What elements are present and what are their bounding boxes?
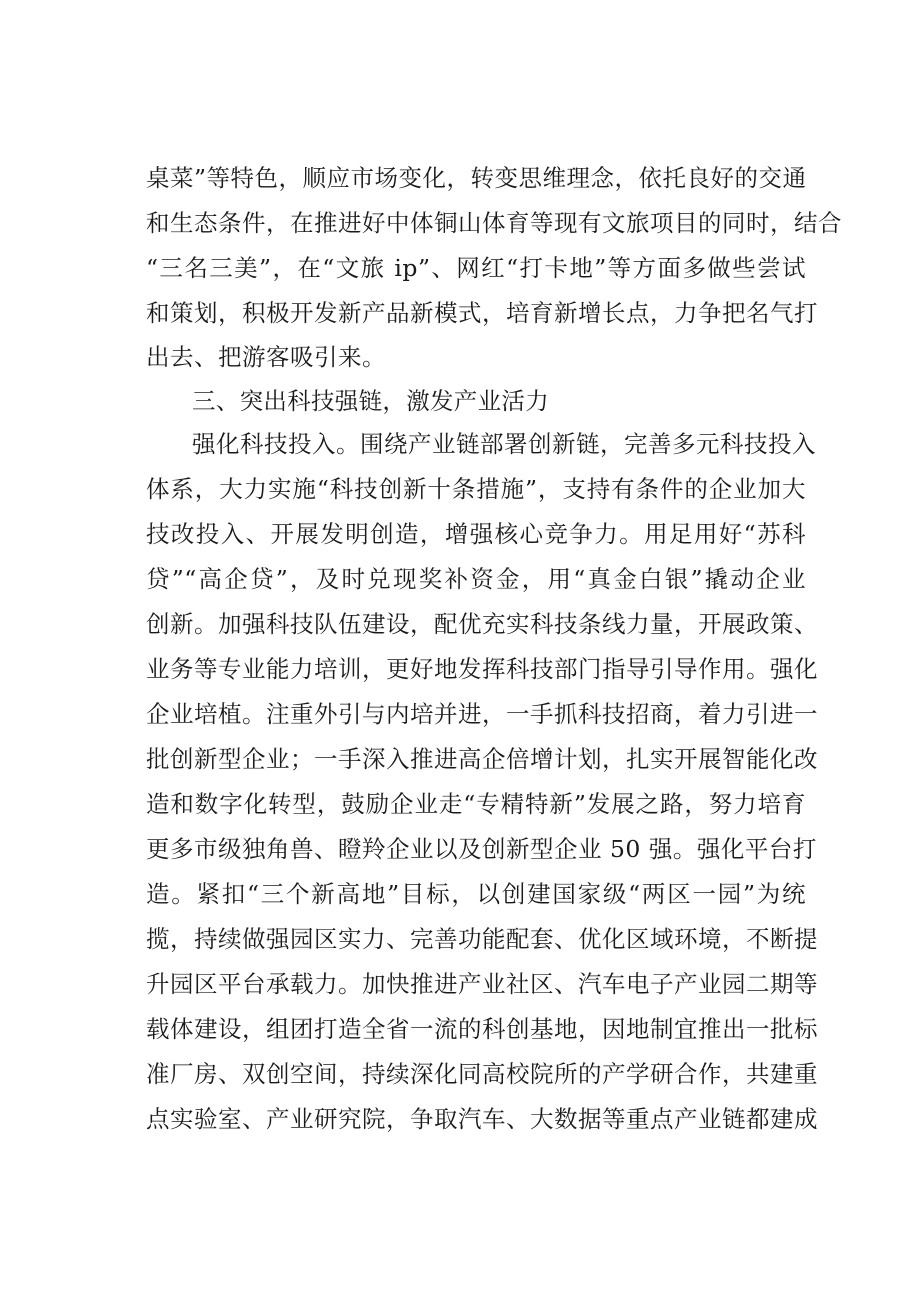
paragraph-1-line-4: 和策划，积极开发新产品新模式，培育新增长点，力争把名气打	[146, 299, 818, 327]
paragraph-2-line-8: 批创新型企业；一手深入推进高企倍增计划，扎实开展智能化改	[146, 745, 818, 773]
paragraph-2-line-15: 准厂房、双创空间，持续深化同高校院所的产学研合作，共建重	[146, 1060, 818, 1088]
paragraph-2-line-13: 升园区平台承载力。加快推进产业社区、汽车电子产业园二期等	[146, 970, 818, 998]
paragraph-2-line-1: 强化科技投入。围绕产业链部署创新链，完善多元科技投入	[192, 430, 816, 458]
section-heading: 三、突出科技强链，激发产业活力	[192, 387, 549, 415]
paragraph-1-line-3: “三名三美”，在“文旅 ip”、网红“打卡地”等方面多做些尝试	[146, 254, 806, 282]
paragraph-1-line-1: 桌菜”等特色，顺应市场变化，转变思维理念，依托良好的交通	[146, 164, 807, 192]
paragraph-2-line-6: 业务等专业能力培训，更好地发挥科技部门指导引导作用。强化	[146, 655, 818, 683]
paragraph-1-line-5: 出去、把游客吸引来。	[146, 343, 386, 371]
paragraph-2-line-7: 企业培植。注重外引与内培并进，一手抓科技招商，着力引进一	[146, 700, 818, 728]
paragraph-2-line-10: 更多市级独角兽、瞪羚企业以及创新型企业 50 强。强化平台打	[146, 835, 817, 863]
paragraph-2-line-12: 揽，持续做强园区实力、完善功能配套、优化区域环境，不断提	[146, 925, 818, 953]
paragraph-2-line-16: 点实验室、产业研究院，争取汽车、大数据等重点产业链都建成	[146, 1105, 818, 1133]
paragraph-2-line-3: 技改投入、开展发明创造，增强核心竞争力。用足用好“苏科	[146, 520, 806, 548]
paragraph-1-line-2: 和生态条件，在推进好中体铜山体育等现有文旅项目的同时，结合	[146, 209, 842, 237]
paragraph-2-line-9: 造和数字化转型，鼓励企业走“专精特新”发展之路，努力培育	[146, 790, 806, 818]
paragraph-2-line-14: 载体建设，组团打造全省一流的科创基地，因地制宜推出一批标	[146, 1015, 818, 1043]
paragraph-2-line-4: 贷”“高企贷”，及时兑现奖补资金，用“真金白银”撬动企业	[146, 565, 806, 593]
paragraph-2-line-5: 创新。加强科技队伍建设，配优充实科技条线力量，开展政策、	[146, 610, 818, 638]
paragraph-2-line-2: 体系，大力实施“科技创新十条措施”，支持有条件的企业加大	[146, 475, 806, 503]
paragraph-2-line-11: 造。紧扣“三个新高地”目标，以创建国家级“两区一园”为统	[146, 880, 806, 908]
